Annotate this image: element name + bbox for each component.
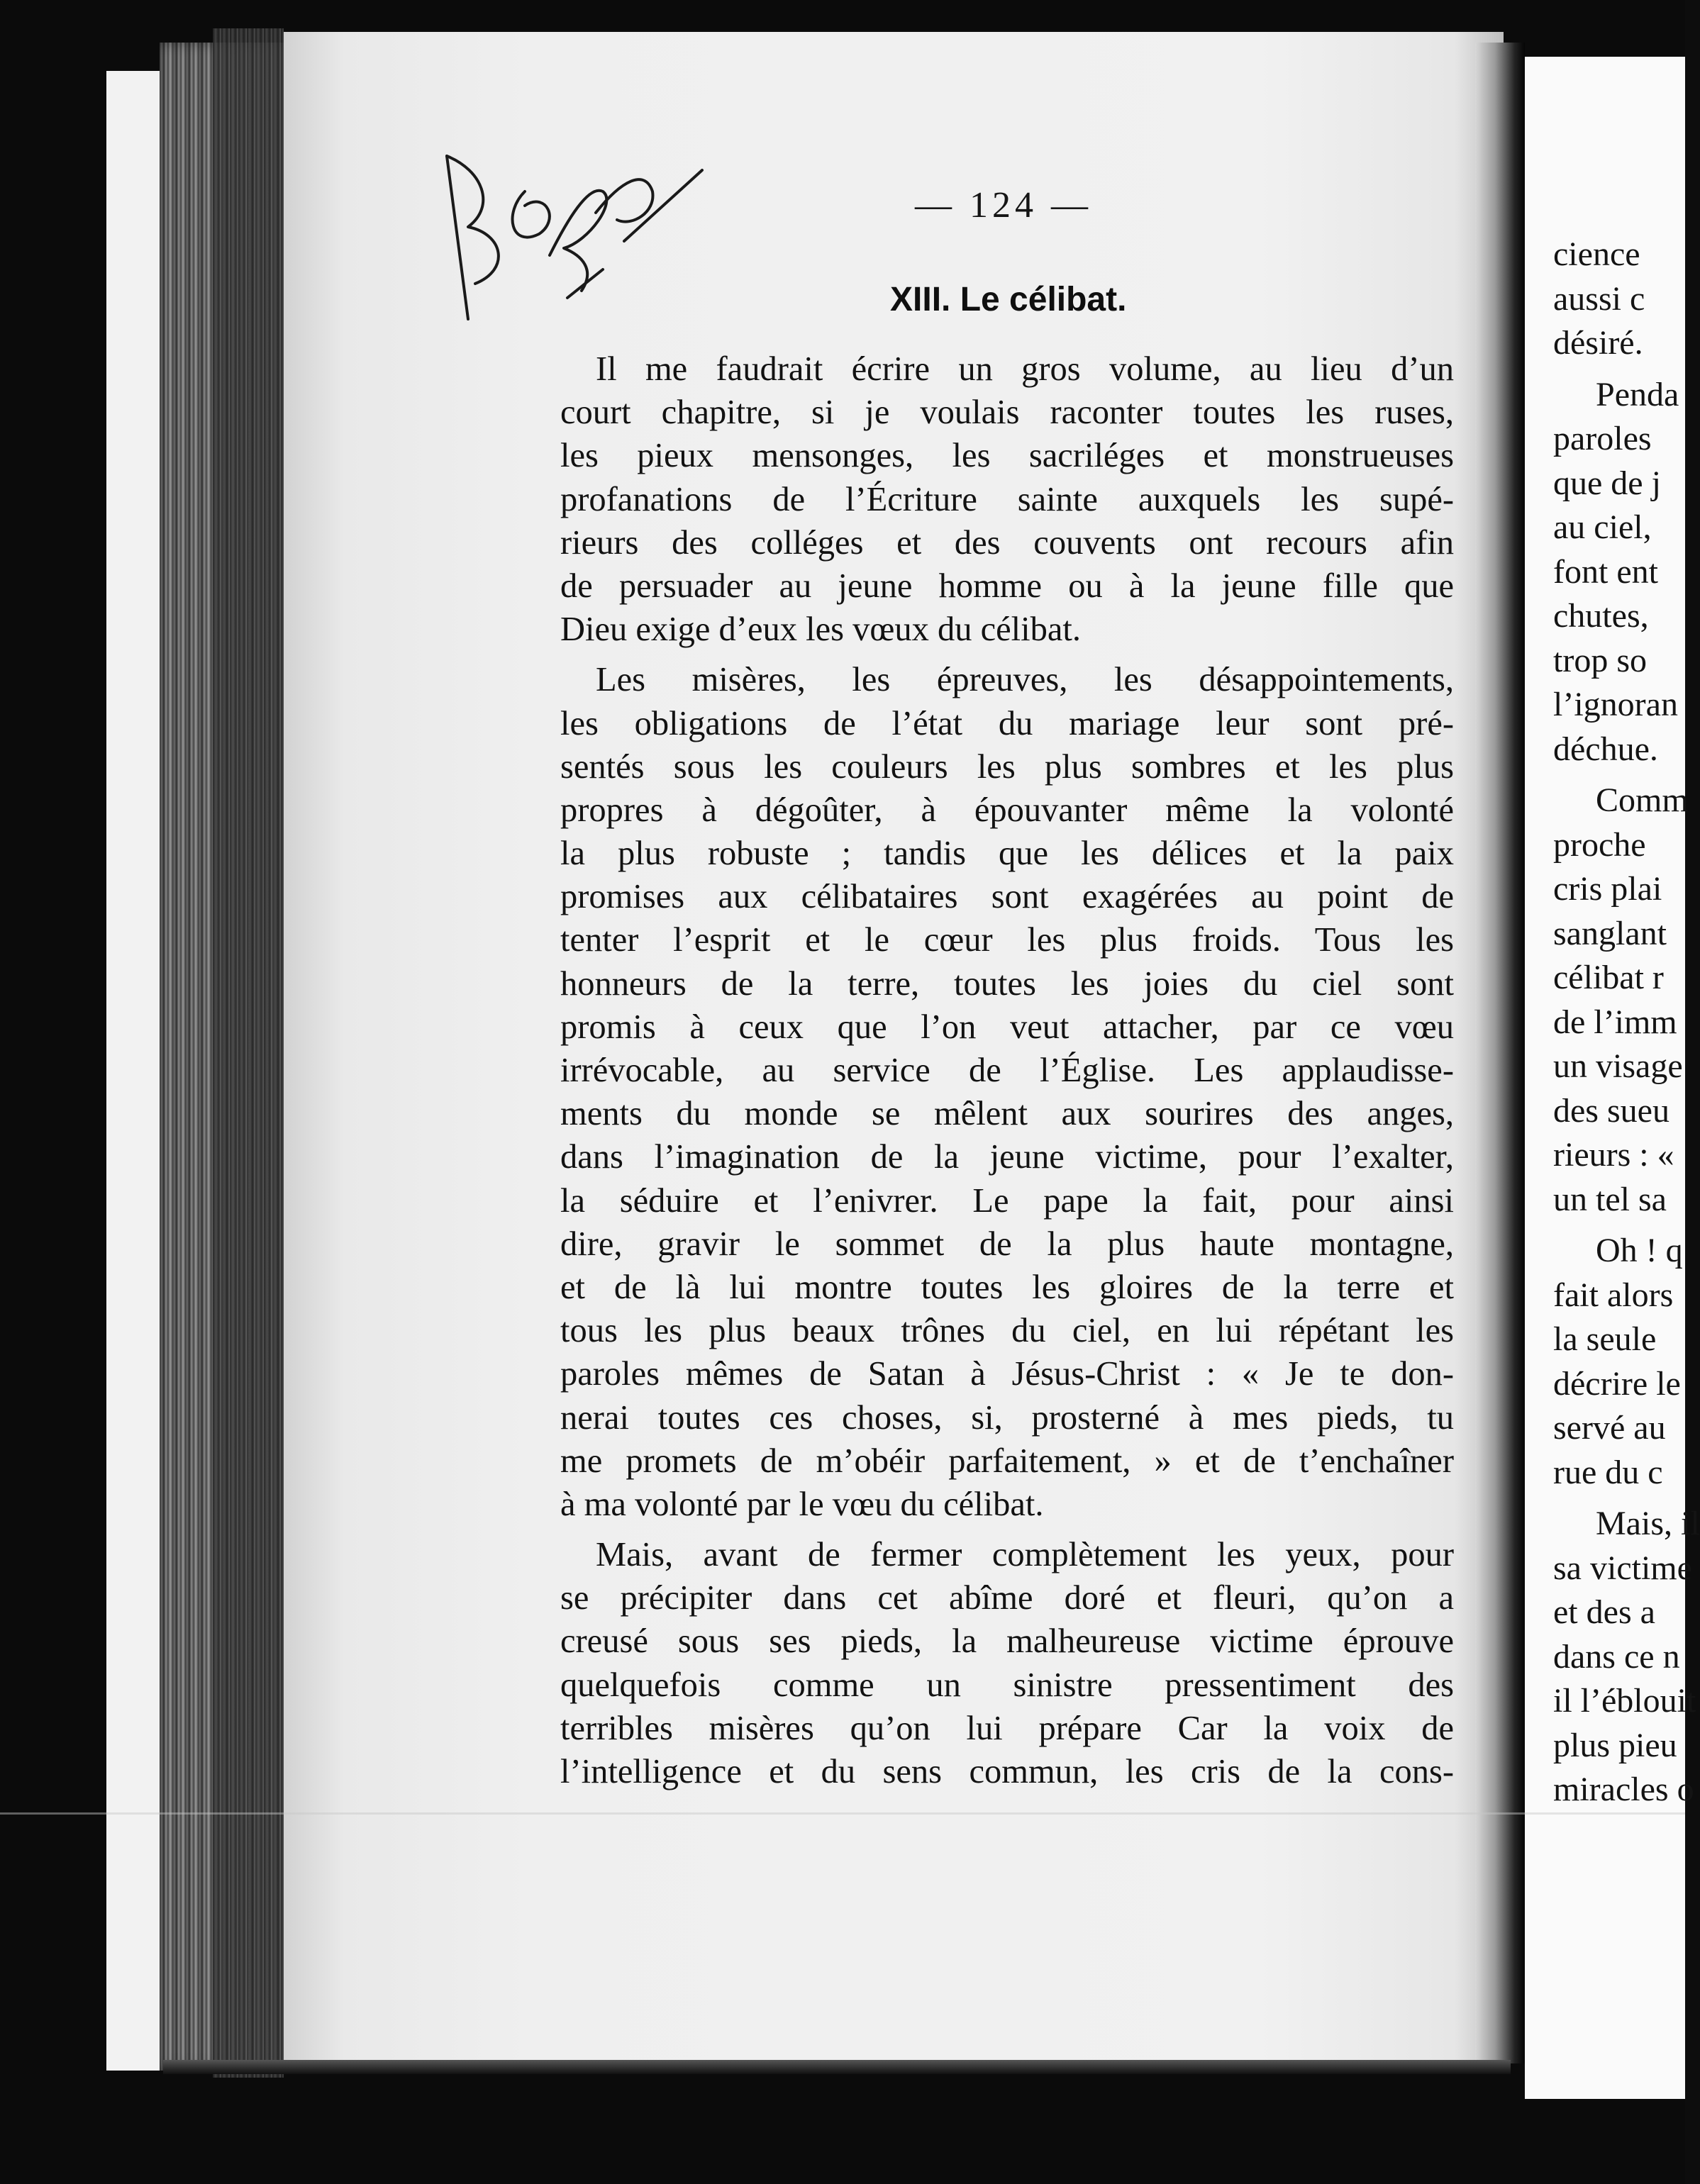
text-line: Mais, avant de fermer complètement les yeux, pour <box>596 1536 1454 1574</box>
text-line: profanations de l’Écriture sainte auxquels les supé- <box>560 480 1454 518</box>
facing-text-line: plus pieu <box>1553 1726 1677 1764</box>
text-line: paroles mêmes de Satan à Jésus-Christ : « Je te don- <box>560 1355 1454 1393</box>
facing-text-line: Penda <box>1596 375 1679 413</box>
facing-text-line: déchue. <box>1553 730 1658 768</box>
facing-text-line: trop so <box>1553 641 1647 679</box>
facing-text-line: des sueu <box>1553 1091 1670 1130</box>
text-line: rieurs des colléges et des couvents ont recours afin <box>560 523 1454 562</box>
text-line: nerai toutes ces choses, si, prosterné à mes pieds, tu <box>560 1398 1454 1437</box>
facing-text-line: Mais, il <box>1596 1505 1700 1542</box>
text-line: propres à dégoûter, à épouvanter même la volonté <box>560 791 1454 829</box>
chapter-title: XIII. Le célibat. <box>890 281 1127 318</box>
facing-text-line: cience <box>1553 235 1640 273</box>
facing-page <box>1525 57 1700 2099</box>
facing-text-line: que de j <box>1553 464 1661 502</box>
book-gutter <box>1475 43 1525 2063</box>
facing-text-line: font ent <box>1553 552 1658 591</box>
text-line: tenter l’esprit et le cœur les plus froids. Tous les <box>560 921 1454 959</box>
facing-text-line: sanglant <box>1553 914 1667 952</box>
facing-text-line: la seule <box>1553 1320 1657 1358</box>
facing-text-line: un visage <box>1553 1047 1683 1085</box>
facing-text-line: aussi c <box>1553 279 1645 318</box>
facing-text-line: fait alors <box>1553 1276 1674 1314</box>
text-line: Les misères, les épreuves, les désappointements, <box>596 661 1454 699</box>
text-line: se précipiter dans cet abîme doré et fleuri, qu’on a <box>560 1579 1454 1617</box>
facing-text-line: proche <box>1553 825 1646 864</box>
book-page-edges-shadow <box>213 28 284 2078</box>
text-line: l’intelligence et du sens commun, les cris de la cons- <box>560 1753 1454 1790</box>
text-line: à ma volonté par le vœu du célibat. <box>560 1485 1044 1523</box>
facing-text-line: de l’imm <box>1553 1003 1677 1041</box>
text-line: terribles misères qu’on lui prépare Car la voix de <box>560 1709 1454 1747</box>
facing-text-line: et des a <box>1553 1593 1655 1631</box>
text-line: sentés sous les couleurs les plus sombres et les plus <box>560 747 1454 786</box>
text-line: court chapitre, si je voulais raconter toutes les ruses, <box>560 394 1454 432</box>
text-line: de persuader au jeune homme ou à la jeune fille que <box>560 567 1454 605</box>
text-line: les pieux mensonges, les sacriléges et monstrueuses <box>560 437 1454 475</box>
facing-text-line: miracles o <box>1553 1771 1694 1808</box>
text-line: Dieu exige d’eux les vœux du célibat. <box>560 611 1082 649</box>
scan-artifact-line <box>0 1812 1685 1815</box>
text-line: promis à ceux que l’on veut attacher, par ce vœu <box>560 1008 1454 1046</box>
text-line: Il me faudrait écrire un gros volume, au lieu d’un <box>596 350 1454 388</box>
text-line: quelquefois comme un sinistre pressentiment des <box>560 1666 1454 1704</box>
text-line: les obligations de l’état du mariage leur sont pré- <box>560 704 1454 742</box>
facing-text-line: rieurs : « <box>1553 1136 1674 1174</box>
text-line: dans l’imagination de la jeune victime, pour l’exalter, <box>560 1138 1454 1176</box>
facing-text-line: dans ce n <box>1553 1637 1680 1676</box>
text-line: honneurs de la terre, toutes les joies du ciel sont <box>560 964 1454 1003</box>
facing-text-line: célibat r <box>1553 959 1664 996</box>
facing-text-line: chutes, <box>1553 597 1649 635</box>
text-line: tous les plus beaux trônes du ciel, en lui répétant les <box>560 1312 1454 1350</box>
facing-text-line: l’ignoran <box>1553 686 1678 723</box>
text-line: creusé sous ses pieds, la malheureuse victime éprouve <box>560 1622 1454 1661</box>
facing-text-line: cris plai <box>1553 870 1662 908</box>
text-line: ments du monde se mêlent aux sourires des anges, <box>560 1095 1454 1133</box>
facing-text-line: au ciel, <box>1553 508 1652 546</box>
facing-text-line: sa victime <box>1553 1549 1692 1587</box>
text-line: promises aux célibataires sont exagérées au point de <box>560 878 1454 916</box>
text-line: me promets de m’obéir parfaitement, » et de t’enchaîner <box>560 1442 1454 1480</box>
text-line: la séduire et l’enivrer. Le pape la fait, pour ainsi <box>560 1181 1454 1220</box>
facing-text-line: un tel sa <box>1553 1180 1667 1218</box>
text-line: et de là lui montre toutes les gloires de la terre et <box>560 1268 1454 1306</box>
page-number: — 124 — <box>915 185 1092 225</box>
facing-text-line: désiré. <box>1553 324 1643 362</box>
facing-text-line: décrire le <box>1553 1364 1681 1403</box>
facing-text-line: Oh ! q <box>1596 1232 1683 1269</box>
facing-text-line: il l’éblouit <box>1553 1682 1696 1720</box>
body-text <box>560 347 1454 1793</box>
facing-text-line: servé au <box>1553 1409 1666 1447</box>
book-bottom-shadow <box>163 2060 1511 2074</box>
handwritten-signature <box>418 106 716 340</box>
text-line: la plus robuste ; tandis que les délices et la paix <box>560 835 1454 873</box>
facing-text-line: paroles <box>1553 420 1652 457</box>
text-line: dire, gravir le sommet de la plus haute montagne, <box>560 1225 1454 1263</box>
text-line: irrévocable, au service de l’Église. Les applaudisse- <box>560 1052 1454 1089</box>
facing-text-line: rue du c <box>1553 1453 1663 1491</box>
facing-text-line: Comm <box>1596 781 1689 819</box>
